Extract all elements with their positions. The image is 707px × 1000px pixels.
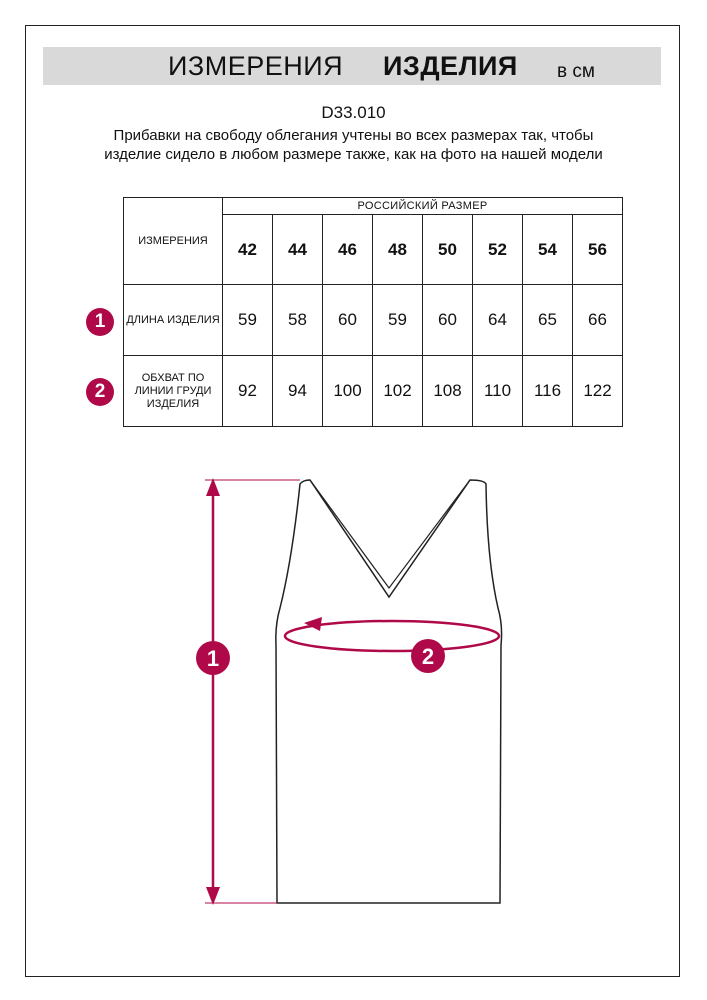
value-cell: 94 (273, 356, 323, 427)
size-cell: 50 (423, 215, 473, 285)
size-cell: 56 (573, 215, 623, 285)
value-cell: 110 (473, 356, 523, 427)
value-cell: 58 (273, 285, 323, 356)
chest-arrow-head (304, 617, 322, 631)
chest-marker-label: 2 (421, 644, 435, 669)
value-cell: 59 (223, 285, 273, 356)
value-cell: 59 (373, 285, 423, 356)
value-cell: 102 (373, 356, 423, 427)
fit-note: Прибавки на свободу облегания учтены во всех размерах так, чтобы изделие сидело в любом размере также, как на фото на нашей модели (104, 127, 603, 163)
value-cell: 122 (573, 356, 623, 427)
size-cell: 48 (373, 215, 423, 285)
row-marker-chest: 2 (86, 378, 114, 406)
value-cell: 60 (323, 285, 373, 356)
size-cell: 54 (523, 215, 573, 285)
measurements-header: ИЗМЕРЕНИЯ (124, 198, 223, 285)
value-cell: 108 (423, 356, 473, 427)
value-cell: 64 (473, 285, 523, 356)
product-code: D33.010 (321, 103, 386, 122)
value-cell: 66 (573, 285, 623, 356)
title-unit: в см (557, 61, 595, 82)
value-cell: 116 (523, 356, 573, 427)
row-marker-length: 1 (86, 308, 114, 336)
length-arrow-head-up (206, 478, 220, 496)
value-cell: 92 (223, 356, 273, 427)
row-label-chest: ОБХВАТ ПО ЛИНИИ ГРУДИ ИЗДЕЛИЯ (124, 356, 223, 427)
row-label-length: ДЛИНА ИЗДЕЛИЯ (124, 285, 223, 356)
size-cell: 42 (223, 215, 273, 285)
title-measurements: ИЗМЕРЕНИЯ (168, 51, 344, 81)
size-cell: 46 (323, 215, 373, 285)
length-arrow-head-down (206, 887, 220, 905)
value-cell: 65 (523, 285, 573, 356)
length-marker-label: 1 (206, 646, 220, 671)
neckline-inner (310, 480, 470, 588)
size-system-header: РОССИЙСКИЙ РАЗМЕР (223, 198, 623, 215)
value-cell: 60 (423, 285, 473, 356)
title-product: ИЗДЕЛИЯ (383, 51, 518, 81)
size-cell: 52 (473, 215, 523, 285)
value-cell: 100 (323, 356, 373, 427)
tank-top-outline (276, 480, 502, 903)
size-cell: 44 (273, 215, 323, 285)
